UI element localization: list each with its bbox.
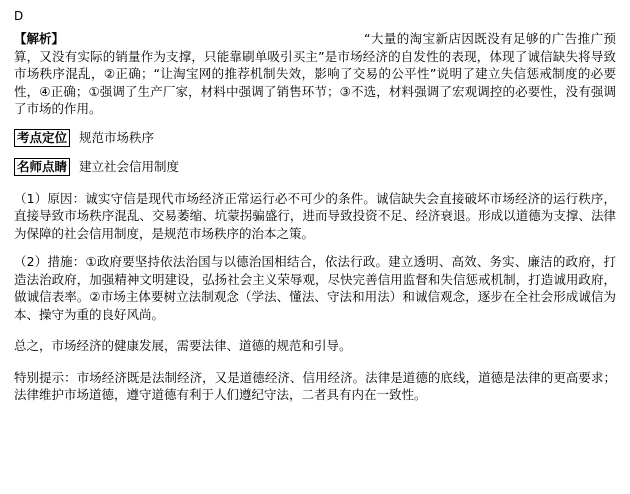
analysis-label: 【解析】 [14,31,65,46]
teacher-comment-label: 名师点睛 [14,158,70,176]
analysis-text [14,30,616,118]
exam-point-section [14,129,616,147]
analysis-section [14,30,616,118]
teacher-comment-line [14,158,616,176]
analysis-body: “大量的淘宝新店因既没有足够的广告推广预算，又没有实际的销量作为支撑，只能靠刷单吸引买主”是市场经济的自发性的表现，体现了诚信缺失将导致市场秩序混乱，②正确；“让淘宝网的推荐机制失效，影响了交易的公平性”说明了建立失信惩戒制度的必要性，④正确；①强调了生产厂家，材料中强调了销售环节；③不选，材料强调了宏观调控的必要性，没有强调了市场的作用。 [14,31,616,116]
section-summary [14,337,616,355]
teacher-comment-text: 建立社会信用制度 [79,158,180,174]
exam-point-label: 考点定位 [14,129,70,147]
exam-point-line [14,129,616,147]
answer-letter: D [14,9,24,23]
section-special-tip-text: 特别提示：市场经济既是法制经济，又是道德经济、信用经济。法律是道德的底线，道德是法律的更高要求；法律维护市场道德，遵守道德有利于人们遵纪守法，二者具有内在一致性。 [14,369,616,402]
section-measures [14,253,616,323]
section-summary-text: 总之，市场经济的健康发展，需要法律、道德的规范和引导。 [14,338,352,353]
section-cause [14,190,616,243]
section-special-tip [14,369,616,404]
exam-point-text: 规范市场秩序 [79,129,155,145]
section-measures-text: （2）措施：①政府要坚持依法治国与以德治国相结合，依法行政。建立透明、高效、务实、廉洁的政府，打造法治政府，加强精神文明建设，弘扬社会主义荣辱观，尽快完善信用监督和失信惩戒机制，打造诚用政府，做诚信表率。②市场主体要树立法制观念（学法、懂法、守法和用法）和诚信观念，逐步在全社会形成诚信为本、操守为重的良好风尚。 [14,254,616,322]
section-cause-text: （1）原因：诚实守信是现代市场经济正常运行必不可少的条件。诚信缺失会直接破坏市场经济的运行秩序，直接导致市场秩序混乱、交易萎缩、坑蒙拐骗盛行，进而导致投资不足、经济衰退。形成以道德为支撑、法律为保障的社会信用制度，是规范市场秩序的治本之策。 [14,190,616,241]
teacher-comment-section [14,158,616,176]
